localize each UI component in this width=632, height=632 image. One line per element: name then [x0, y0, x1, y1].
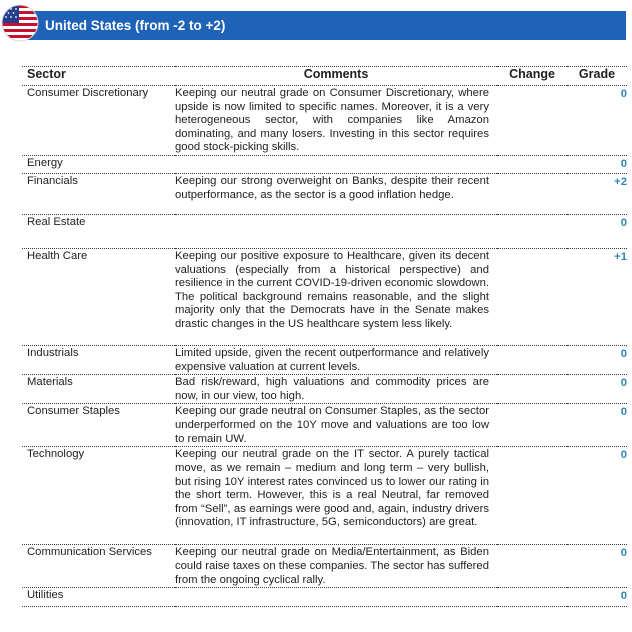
table-row [22, 214, 627, 248]
sector-name: Technology [22, 447, 175, 545]
table-row [22, 588, 627, 607]
sector-change [497, 155, 567, 173]
sector-comment: Keeping our strong overweight on Banks, despite their recent outperformance, as the sector is a good inflation hedge. [175, 173, 497, 214]
sector-name: Communication Services [22, 545, 175, 588]
sector-comment [175, 155, 497, 173]
sector-comment: Bad risk/reward, high valuations and commodity prices are now, in our view, too high. [175, 375, 497, 404]
table-header-row [22, 67, 627, 86]
table-row [22, 375, 627, 404]
sector-change [497, 86, 567, 156]
sector-name: Consumer Discretionary [22, 86, 175, 156]
sector-comment: Keeping our grade neutral on Consumer Staples, as the sector underperformed on the 10Y move and valuations are too low to remain UW. [175, 404, 497, 447]
table-row [22, 404, 627, 447]
table-row [22, 447, 627, 545]
sector-grade: 0 [567, 545, 627, 588]
sector-comment: Keeping our neutral grade on Consumer Discretionary, where upside is now limited to specific names. Moreover, it is a very heterogeneous sector, with companies like Amazon dominating, and many losers. Investing in this sector requires good stock-picking skills. [175, 86, 497, 156]
table-row [22, 155, 627, 173]
header-sector: Sector [22, 67, 175, 86]
header-grade: Grade [567, 67, 627, 86]
sector-grades-table [22, 66, 627, 607]
sector-comment: Keeping our neutral grade on Media/Entertainment, as Biden could raise taxes on these companies. The sector has suffered from the ongoing cyclical rally. [175, 545, 497, 588]
sector-grade: 0 [567, 404, 627, 447]
sector-change [497, 345, 567, 374]
sector-change [497, 447, 567, 545]
sector-grade: 0 [567, 345, 627, 374]
sector-name: Real Estate [22, 214, 175, 248]
sector-change [497, 404, 567, 447]
banner-title: United States (from -2 to +2) [45, 18, 226, 33]
sector-comment [175, 588, 497, 607]
sector-name: Financials [22, 173, 175, 214]
sector-name: Energy [22, 155, 175, 173]
sector-change [497, 173, 567, 214]
table-row [22, 86, 627, 156]
us-flag-icon [0, 3, 40, 43]
sector-name: Consumer Staples [22, 404, 175, 447]
sector-grade: 0 [567, 155, 627, 173]
header-change: Change [497, 67, 567, 86]
sector-grade: +2 [567, 173, 627, 214]
table-row [22, 173, 627, 214]
sector-comment: Limited upside, given the recent outperformance and relatively expensive valuation at current levels. [175, 345, 497, 374]
sector-name: Materials [22, 375, 175, 404]
sector-grade: 0 [567, 86, 627, 156]
sector-name: Health Care [22, 248, 175, 345]
sector-change [497, 375, 567, 404]
sector-grade: 0 [567, 447, 627, 545]
sector-comment [175, 214, 497, 248]
table-row [22, 345, 627, 374]
sector-comment: Keeping our positive exposure to Healthcare, given its decent valuations (especially from a historical perspective) and resilience in the current COVID-19-driven economic slowdown. The political background remains reasonable, and the slight majority only that the Democrats have in the Senate makes drastic changes in the US healthcare system less likely. [175, 248, 497, 345]
sector-comment: Keeping our neutral grade on the IT sector. A purely tactical move, as we remain – medium and long term – very bullish, but rising 10Y interest rates convinced us to lower our rating in the short term. However, this is a real Neutral, far removed from “Sell”, as earnings were good and, again, industry drivers (innovation, IT infrastructure, 5G, semiconductors) are great. [175, 447, 497, 545]
header-comments: Comments [175, 67, 497, 86]
sector-change [497, 214, 567, 248]
sector-change [497, 248, 567, 345]
sector-grade: +1 [567, 248, 627, 345]
sector-change [497, 545, 567, 588]
section-banner [0, 0, 627, 40]
sector-name: Utilities [22, 588, 175, 607]
table-row [22, 545, 627, 588]
sector-grade: 0 [567, 214, 627, 248]
table-row [22, 248, 627, 345]
sector-change [497, 588, 567, 607]
sector-name: Industrials [22, 345, 175, 374]
sector-grade: 0 [567, 375, 627, 404]
sector-grade: 0 [567, 588, 627, 607]
